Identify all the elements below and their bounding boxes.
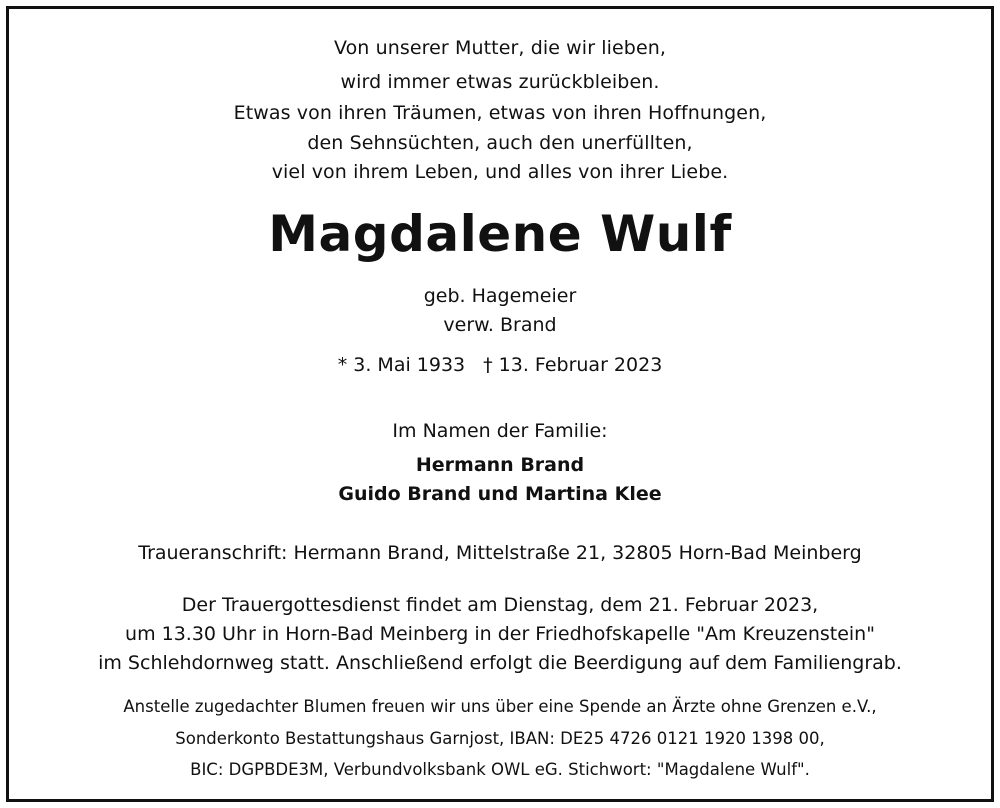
life-dates <box>0 354 1000 376</box>
death-date: † 13. Februar 2023 <box>483 354 663 376</box>
service-line: um 13.30 Uhr in Horn-Bad Meinberg in der Friedhofskapelle "Am Kreuzenstein" <box>125 623 875 645</box>
deceased-name: Magdalene Wulf <box>268 205 732 263</box>
poem-line: Etwas von ihren Träumen, etwas von ihren Hoffnungen, <box>233 102 767 124</box>
poem-line: viel von ihrem Leben, und alles von ihrer Liebe. <box>271 161 729 183</box>
widowed-name: verw. Brand <box>443 314 557 336</box>
poem-line: wird immer etwas zurückbleiben. <box>340 71 660 93</box>
donation-line: BIC: DGPBDE3M, Verbundvolksbank OWL eG. Stichwort: "Magdalene Wulf". <box>190 760 810 779</box>
family-intro: Im Namen der Familie: <box>392 420 608 442</box>
service-line: im Schlehdornweg statt. Anschließend erfolgt die Beerdigung auf dem Familiengrab. <box>98 652 902 674</box>
mourning-address: Traueranschrift: Hermann Brand, Mittelstraße 21, 32805 Horn-Bad Meinberg <box>138 542 862 564</box>
service-line: Der Trauergottesdienst findet am Dienstag, dem 21. Februar 2023, <box>181 594 819 616</box>
family-member: Hermann Brand <box>415 454 585 476</box>
donation-line: Anstelle zugedachter Blumen freuen wir uns über eine Spende an Ärzte ohne Grenzen e.V., <box>123 697 877 716</box>
poem-line: Von unserer Mutter, die wir lieben, <box>333 37 667 59</box>
birth-name: geb. Hagemeier <box>423 285 577 307</box>
family-member: Guido Brand und Martina Klee <box>338 483 662 505</box>
donation-line: Sonderkonto Bestattungshaus Garnjost, IBAN: DE25 4726 0121 1920 1398 00, <box>175 729 825 748</box>
birth-date: * 3. Mai 1933 <box>337 354 466 376</box>
poem-line: den Sehnsüchten, auch den unerfüllten, <box>307 132 693 154</box>
